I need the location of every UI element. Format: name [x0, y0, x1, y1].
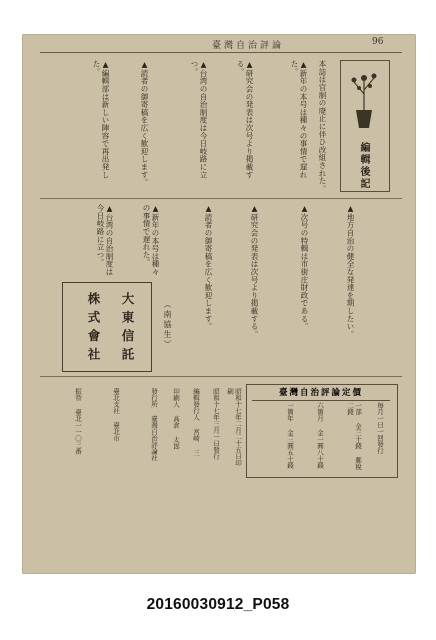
colophon-line: 編輯發行人 宮崎 三	[192, 388, 200, 456]
text-column: ▲台湾の自治制度は今日岐路に立つ。	[96, 204, 114, 276]
advertisement-box	[62, 282, 152, 372]
section-divider	[40, 376, 402, 377]
page-header-title: 臺灣自治評論	[211, 41, 284, 51]
text-column: ▲次号の特輯は市街庄財政である。	[300, 204, 309, 331]
price-row: 六箇月 金一圓八十錢	[316, 402, 324, 469]
colophon-line: 振替 臺北一一〇三番	[74, 388, 82, 455]
page-number: 96	[372, 37, 384, 47]
price-row: 毎月一日一回發行	[376, 402, 384, 454]
editor-note-label: 編輯後記	[358, 142, 369, 190]
colophon-line: 印刷人 高倉 太郎	[172, 388, 180, 450]
colophon-line: 臺北支社 臺北市	[112, 388, 120, 442]
subscription-price-title: 臺灣自治評論定價	[252, 384, 390, 401]
price-row: 一箇年 金三圓五十錢	[286, 402, 294, 469]
colophon-line: 發行所 臺灣自治評論社	[150, 388, 158, 461]
header-rule	[40, 52, 402, 53]
text-column: ▲新年の本号は種々の事情で遅れた。	[290, 60, 308, 179]
section-divider	[40, 198, 402, 199]
advertisement-company-type: 株式會社	[86, 292, 101, 366]
text-column: ▲新年の本号は種々の事情で遅れた。	[142, 204, 160, 276]
byline: （南協生）	[163, 300, 172, 350]
text-column: ▲読者の御寄稿を広く歓迎します。	[140, 60, 149, 187]
archive-id-caption: 20160030912_P058	[146, 596, 290, 613]
text-column: ▲研究会の発表は次号より掲載する。	[250, 204, 259, 339]
text-column: ▲地方自治の健全な発達を期したい。	[346, 204, 355, 339]
text-column: ▲読者の御寄稿を広く歓迎します。	[204, 204, 213, 331]
colophon-line: 昭和十七年二月二十五日印刷	[226, 388, 242, 466]
price-row: 一部 金三十錢 郵稅二錢	[346, 402, 362, 470]
text-column: 本誌は官制の廃止に伴ひ改組された。	[318, 60, 327, 193]
text-column: ▲研究会の発表は次号より掲載する。	[236, 60, 254, 179]
text-column: ▲台湾の自治制度は今日岐路に立つ。	[190, 60, 208, 179]
potted-plant-icon	[348, 66, 380, 136]
text-column: ▲編輯部は新しい陣容で再出発した。	[92, 60, 110, 179]
colophon-line: 昭和十七年三月一日發行	[212, 388, 220, 460]
advertisement-company-name: 大東信託	[120, 292, 135, 366]
